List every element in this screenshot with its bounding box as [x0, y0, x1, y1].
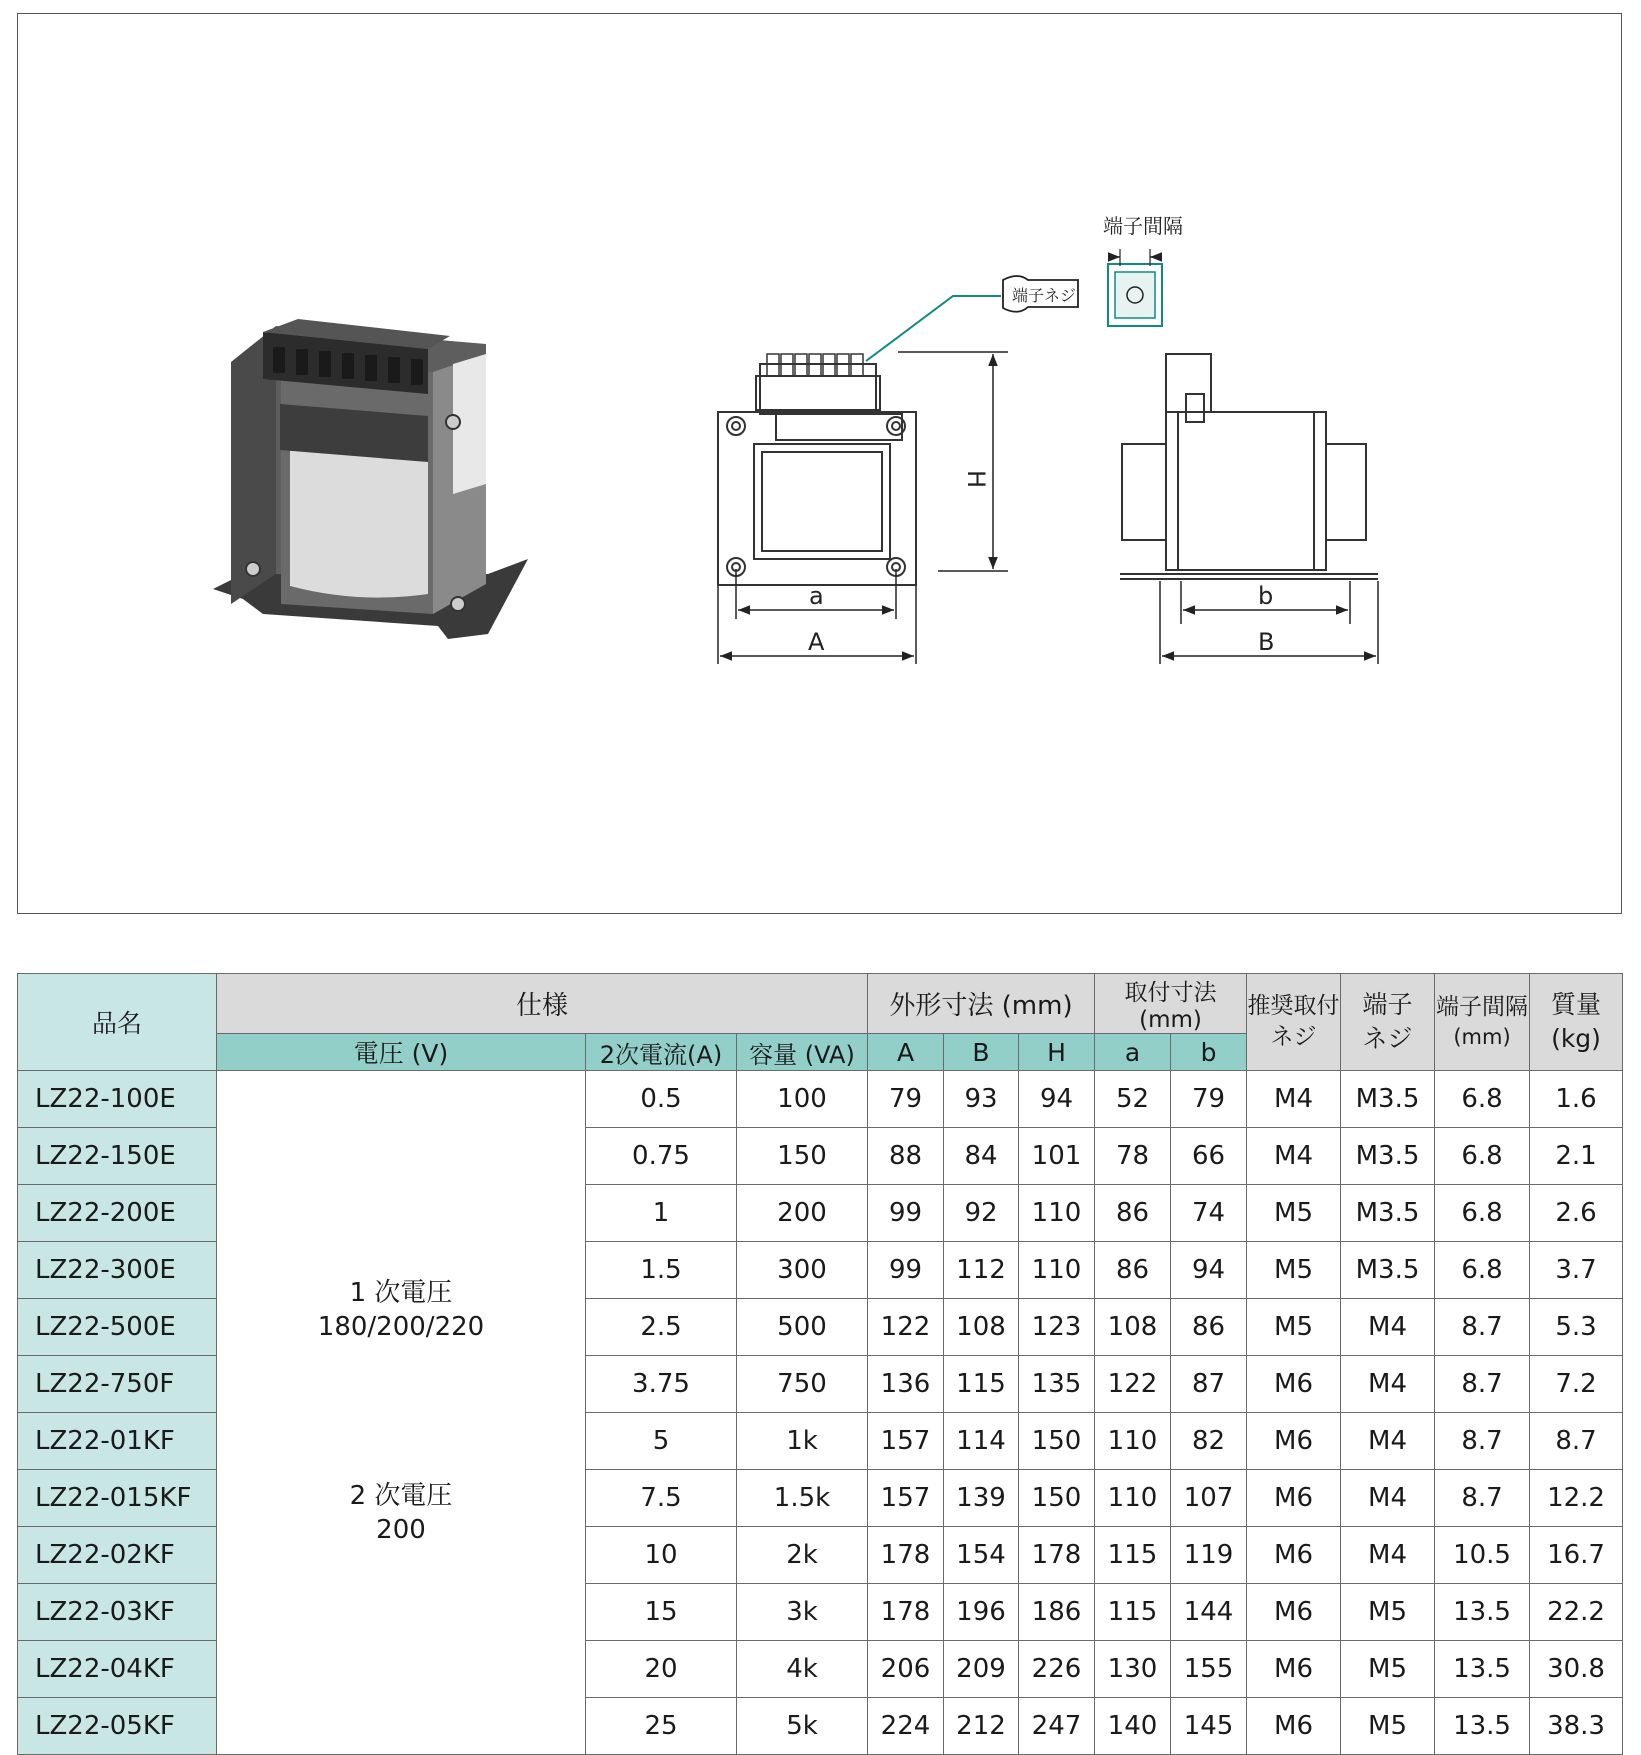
dim-A-cell: 178 — [868, 1584, 944, 1641]
mass-cell: 3.7 — [1530, 1242, 1623, 1299]
secondary-voltage-label: 2 次電圧 — [349, 1481, 453, 1511]
mass-cell: 22.2 — [1530, 1584, 1623, 1641]
dim-H-cell: 150 — [1019, 1470, 1095, 1527]
header-rec-screw-line1: 推奨取付 — [1247, 992, 1340, 1019]
dim-H-cell: 101 — [1019, 1128, 1095, 1185]
dim-A-cell: 206 — [868, 1641, 944, 1698]
dim-B-cell: 114 — [944, 1413, 1019, 1470]
dim-B-cell: 154 — [944, 1527, 1019, 1584]
capacity-cell: 3k — [737, 1584, 868, 1641]
terminal-pitch-label: 端子間隔 — [1103, 214, 1183, 238]
model-cell: LZ22-300E — [18, 1242, 217, 1299]
header-rec-screw — [1247, 974, 1341, 1071]
header-mass-line2: (kg) — [1551, 1024, 1601, 1053]
dim-b-cell: 86 — [1171, 1299, 1247, 1356]
dim-A-cell: 178 — [868, 1527, 944, 1584]
dim-B-cell: 196 — [944, 1584, 1019, 1641]
dim-H-cell: 178 — [1019, 1527, 1095, 1584]
current-cell: 10 — [586, 1527, 737, 1584]
header-outer-dims: 外形寸法 (mm) — [868, 974, 1095, 1034]
model-cell: LZ22-05KF — [18, 1698, 217, 1755]
pitch-cell: 13.5 — [1435, 1641, 1530, 1698]
model-cell: LZ22-150E — [18, 1128, 217, 1185]
rec-screw-cell: M6 — [1247, 1413, 1341, 1470]
pitch-cell: 8.7 — [1435, 1470, 1530, 1527]
header-dim-H: H — [1019, 1034, 1095, 1071]
capacity-cell: 200 — [737, 1185, 868, 1242]
product-figure — [18, 14, 1621, 913]
dim-a-cell: 140 — [1095, 1698, 1171, 1755]
mass-cell: 38.3 — [1530, 1698, 1623, 1755]
header-term-screw — [1341, 974, 1435, 1071]
dim-b-cell: 119 — [1171, 1527, 1247, 1584]
header-dim-A: A — [868, 1034, 944, 1071]
current-cell: 25 — [586, 1698, 737, 1755]
term-screw-cell: M3.5 — [1341, 1128, 1435, 1185]
dim-a-cell: 86 — [1095, 1185, 1171, 1242]
dim-a-cell: 108 — [1095, 1299, 1171, 1356]
front-view-drawing — [718, 354, 916, 585]
model-cell: LZ22-01KF — [18, 1413, 217, 1470]
header-term-screw-line1: 端子 — [1362, 990, 1413, 1020]
header-term-pitch-line1: 端子間隔 — [1436, 994, 1529, 1021]
current-cell: 5 — [586, 1413, 737, 1470]
rec-screw-cell: M6 — [1247, 1470, 1341, 1527]
capacity-cell: 300 — [737, 1242, 868, 1299]
pitch-cell: 6.8 — [1435, 1128, 1530, 1185]
model-cell: LZ22-015KF — [18, 1470, 217, 1527]
model-cell: LZ22-04KF — [18, 1641, 217, 1698]
capacity-cell: 5k — [737, 1698, 868, 1755]
current-cell: 20 — [586, 1641, 737, 1698]
dimension-lines — [718, 352, 1378, 664]
current-cell: 0.75 — [586, 1128, 737, 1185]
header-model: 品名 — [18, 974, 217, 1071]
voltage-cell — [217, 1071, 586, 1755]
dim-H-cell: 150 — [1019, 1413, 1095, 1470]
terminal-screw-label: 端子ネジ — [1012, 286, 1077, 305]
rec-screw-cell: M4 — [1247, 1071, 1341, 1128]
pitch-cell: 6.8 — [1435, 1185, 1530, 1242]
rec-screw-cell: M6 — [1247, 1641, 1341, 1698]
dim-A-cell: 136 — [868, 1356, 944, 1413]
term-screw-cell: M4 — [1341, 1527, 1435, 1584]
mass-cell: 7.2 — [1530, 1356, 1623, 1413]
header-mount-dims: 取付寸法 (mm) — [1095, 974, 1247, 1034]
dim-A-cell: 99 — [868, 1185, 944, 1242]
pitch-cell: 13.5 — [1435, 1584, 1530, 1641]
header-dim-a: a — [1095, 1034, 1171, 1071]
dim-a-cell: 78 — [1095, 1128, 1171, 1185]
capacity-cell: 150 — [737, 1128, 868, 1185]
spec-table-body — [18, 1071, 1623, 1755]
dim-H-cell: 247 — [1019, 1698, 1095, 1755]
pitch-cell: 6.8 — [1435, 1242, 1530, 1299]
pitch-cell: 8.7 — [1435, 1413, 1530, 1470]
current-cell: 3.75 — [586, 1356, 737, 1413]
dim-b-cell: 87 — [1171, 1356, 1247, 1413]
model-cell: LZ22-03KF — [18, 1584, 217, 1641]
dim-a-cell: 110 — [1095, 1470, 1171, 1527]
capacity-cell: 500 — [737, 1299, 868, 1356]
header-dim-B: B — [944, 1034, 1019, 1071]
dim-a-cell: 122 — [1095, 1356, 1171, 1413]
mass-cell: 2.1 — [1530, 1128, 1623, 1185]
header-spec: 仕様 — [217, 974, 868, 1034]
dim-B-cell: 115 — [944, 1356, 1019, 1413]
dim-H-cell: 226 — [1019, 1641, 1095, 1698]
secondary-voltage-value: 200 — [376, 1514, 426, 1545]
table-row — [18, 1071, 1623, 1128]
dim-A-cell: 88 — [868, 1128, 944, 1185]
dim-B-cell: 112 — [944, 1242, 1019, 1299]
dim-b-cell: 74 — [1171, 1185, 1247, 1242]
pitch-cell: 8.7 — [1435, 1356, 1530, 1413]
mass-cell: 2.6 — [1530, 1185, 1623, 1242]
capacity-cell: 1.5k — [737, 1470, 868, 1527]
rec-screw-cell: M6 — [1247, 1698, 1341, 1755]
dim-label-b: b — [1258, 582, 1274, 610]
term-screw-cell: M4 — [1341, 1413, 1435, 1470]
model-cell: LZ22-200E — [18, 1185, 217, 1242]
dim-a-cell: 110 — [1095, 1413, 1171, 1470]
term-screw-cell: M3.5 — [1341, 1185, 1435, 1242]
header-term-pitch-line2: (mm) — [1453, 1025, 1511, 1050]
product-figure-frame — [17, 13, 1622, 914]
header-mass-line1: 質量 — [1551, 990, 1602, 1020]
dim-B-cell: 84 — [944, 1128, 1019, 1185]
dim-A-cell: 157 — [868, 1470, 944, 1527]
term-screw-cell: M4 — [1341, 1356, 1435, 1413]
mass-cell: 8.7 — [1530, 1413, 1623, 1470]
rec-screw-cell: M6 — [1247, 1356, 1341, 1413]
model-cell: LZ22-100E — [18, 1071, 217, 1128]
capacity-cell: 100 — [737, 1071, 868, 1128]
primary-voltage-value: 180/200/220 — [317, 1312, 485, 1343]
dim-B-cell: 108 — [944, 1299, 1019, 1356]
dim-b-cell: 155 — [1171, 1641, 1247, 1698]
dim-A-cell: 99 — [868, 1242, 944, 1299]
header-voltage: 電圧 (V) — [217, 1034, 586, 1071]
current-cell: 1 — [586, 1185, 737, 1242]
dim-label-a: a — [809, 582, 824, 610]
pitch-cell: 6.8 — [1435, 1071, 1530, 1128]
dim-A-cell: 79 — [868, 1071, 944, 1128]
dim-a-cell: 130 — [1095, 1641, 1171, 1698]
dim-H-cell: 123 — [1019, 1299, 1095, 1356]
dim-b-cell: 66 — [1171, 1128, 1247, 1185]
dim-a-cell: 52 — [1095, 1071, 1171, 1128]
dim-H-cell: 94 — [1019, 1071, 1095, 1128]
mass-cell: 30.8 — [1530, 1641, 1623, 1698]
current-cell: 1.5 — [586, 1242, 737, 1299]
mass-cell: 16.7 — [1530, 1527, 1623, 1584]
model-cell: LZ22-500E — [18, 1299, 217, 1356]
dim-B-cell: 93 — [944, 1071, 1019, 1128]
dim-H-cell: 186 — [1019, 1584, 1095, 1641]
dim-label-H: H — [962, 470, 990, 489]
header-dim-b: b — [1171, 1034, 1247, 1071]
term-screw-cell: M3.5 — [1341, 1242, 1435, 1299]
pitch-cell: 10.5 — [1435, 1527, 1530, 1584]
dim-H-cell: 110 — [1019, 1242, 1095, 1299]
capacity-cell: 2k — [737, 1527, 868, 1584]
header-term-screw-line2: ネジ — [1362, 1024, 1413, 1053]
dim-A-cell: 224 — [868, 1698, 944, 1755]
dim-b-cell: 79 — [1171, 1071, 1247, 1128]
rec-screw-cell: M4 — [1247, 1128, 1341, 1185]
rec-screw-cell: M6 — [1247, 1527, 1341, 1584]
mass-cell: 12.2 — [1530, 1470, 1623, 1527]
header-mass — [1530, 974, 1623, 1071]
dim-A-cell: 122 — [868, 1299, 944, 1356]
dim-H-cell: 135 — [1019, 1356, 1095, 1413]
mass-cell: 1.6 — [1530, 1071, 1623, 1128]
transformer-photo — [213, 319, 528, 639]
capacity-cell: 1k — [737, 1413, 868, 1470]
term-screw-cell: M3.5 — [1341, 1071, 1435, 1128]
side-view-drawing — [1120, 354, 1378, 579]
current-cell: 15 — [586, 1584, 737, 1641]
dim-B-cell: 139 — [944, 1470, 1019, 1527]
dim-H-cell: 110 — [1019, 1185, 1095, 1242]
term-screw-cell: M5 — [1341, 1584, 1435, 1641]
dim-b-cell: 145 — [1171, 1698, 1247, 1755]
term-screw-cell: M4 — [1341, 1299, 1435, 1356]
mass-cell: 5.3 — [1530, 1299, 1623, 1356]
model-cell: LZ22-750F — [18, 1356, 217, 1413]
current-cell: 7.5 — [586, 1470, 737, 1527]
capacity-cell: 4k — [737, 1641, 868, 1698]
dim-label-B: B — [1258, 628, 1275, 656]
dim-a-cell: 86 — [1095, 1242, 1171, 1299]
dim-b-cell: 144 — [1171, 1584, 1247, 1641]
spec-table — [17, 973, 1623, 1755]
dim-b-cell: 94 — [1171, 1242, 1247, 1299]
dim-label-A: A — [808, 628, 825, 656]
header-secondary-current: 2次電流(A) — [586, 1034, 737, 1071]
dim-B-cell: 209 — [944, 1641, 1019, 1698]
rec-screw-cell: M5 — [1247, 1185, 1341, 1242]
dim-b-cell: 107 — [1171, 1470, 1247, 1527]
capacity-cell: 750 — [737, 1356, 868, 1413]
term-screw-cell: M4 — [1341, 1470, 1435, 1527]
pitch-cell: 13.5 — [1435, 1698, 1530, 1755]
header-term-pitch — [1435, 974, 1530, 1071]
rec-screw-cell: M5 — [1247, 1242, 1341, 1299]
header-rec-screw-line2: ネジ — [1270, 1024, 1317, 1050]
term-screw-cell: M5 — [1341, 1698, 1435, 1755]
dim-B-cell: 212 — [944, 1698, 1019, 1755]
dim-a-cell: 115 — [1095, 1527, 1171, 1584]
primary-voltage-label: 1 次電圧 — [349, 1278, 453, 1309]
current-cell: 0.5 — [586, 1071, 737, 1128]
terminal-detail — [866, 249, 1162, 361]
current-cell: 2.5 — [586, 1299, 737, 1356]
rec-screw-cell: M5 — [1247, 1299, 1341, 1356]
pitch-cell: 8.7 — [1435, 1299, 1530, 1356]
model-cell: LZ22-02KF — [18, 1527, 217, 1584]
dim-A-cell: 157 — [868, 1413, 944, 1470]
dim-B-cell: 92 — [944, 1185, 1019, 1242]
rec-screw-cell: M6 — [1247, 1584, 1341, 1641]
dim-a-cell: 115 — [1095, 1584, 1171, 1641]
dim-b-cell: 82 — [1171, 1413, 1247, 1470]
term-screw-cell: M5 — [1341, 1641, 1435, 1698]
header-capacity: 容量 (VA) — [737, 1034, 868, 1071]
